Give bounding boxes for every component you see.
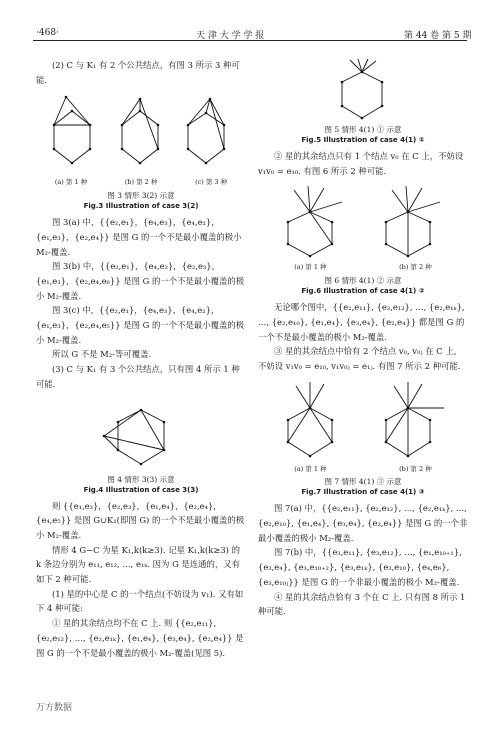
figure-4-caption-en: Fig.4 Illustration of case 3(3) [83,485,199,494]
figure-6-caption-en: Fig.6 Illustration of case 4(1) ② [301,287,425,296]
paragraph: 无论哪个图中，{{e₂,e₁₁}, {e₂,e₁₂}, …, {e₂,e₁ₖ}, …, {e₂,e₁₀}, {e₁,e₄}, {e₃,e₄}, {e₂,e₄}} 都是图 G 的一个不是最小覆盖的极小 M₂-覆盖. [258,302,465,342]
figure-7-caption-en: Fig.7 Illustration of case 4(1) ③ [301,488,425,497]
hexagon-c [188,113,224,163]
figure-3a-label: (a) 第 1 种 [54,178,88,187]
paragraph: 图 7(a) 中，{{e₂,e₁₁}, {e₂,e₁₂}, …, {e₂,e₁ₖ}, …, {e₂,e₁₀}, {e₁,e₄}, {e₃,e₄}, {e₂,e₄}} 是图 G 的一个非最小覆盖的极小 M₂-覆盖. [258,503,468,543]
figure-3-caption-en: Fig.3 Illustration of case 3(2) [83,202,199,211]
paragraph: ③ 星的其余结点中恰有 2 个结点 v₀, v₀ⱼ 在 C 上，不妨设 v₁v₀ = e₁₀, v₁v₀ⱼ = e₁ⱼ. 有图 7 所示 2 种可能. [258,346,463,371]
figure-4 [36,396,246,495]
volume-issue: 第 44 卷 第 5 期 [404,31,472,41]
figure-5 [258,58,468,145]
figure-5-caption-en: Fig.5 Illustration of case 4(1) ① [301,136,425,144]
figure-5-caption: 图 5 情形 4(1) ① 示意 [324,125,402,134]
paragraph: ② 星的其余结点只有 1 个结点 v₀ 在 C 上，不妨设 v₁v₀ = e₁₀. 有图 6 所示 2 种可能. [258,151,464,176]
paragraph: (1) 星的中心是 C 的一个结点(不妨设为 v₁). 又有如下 4 种可能: [36,588,244,614]
paragraph: ① 星的其余结点均不在 C 上. 则 {{e₂,e₁₁}, {e₂,e₁₂}, …, {e₂,e₁ₖ}, {e₁,e₄}, {e₃,e₄}, {e₂,e₄}} 是图 G 的一个不是最小覆盖的极小 M₂-覆盖(见图 5). [36,618,244,658]
hexagon-5 [342,72,382,118]
figure-7-graphs [258,378,468,462]
right-column [258,58,468,619]
footer-watermark: 万方数据 [36,703,73,713]
figure-3c-label: (c) 第 3 种 [195,178,228,187]
figure-5-graph [258,58,468,124]
page-number: ·468· [36,28,59,38]
paragraph: 图 3(b) 中，{{e₂,e₁}，{e₄,e₂}，{e₂,e₃}，{e₁,e₃}，{e₂,e₄,e₆}} 是图 G 的一个不是最小覆盖的极小 M₂-覆盖. [36,261,245,301]
figure-7 [258,378,468,498]
paragraph: ④ 星的其余结点恰有 3 个在 C 上. 只有图 8 所示 1 种可能. [258,591,466,617]
figure-6b-label: (b) 第 2 种 [399,263,432,272]
figure-6-caption: 图 6 情形 4(1) ② 示意 [324,276,402,286]
figure-6-graphs [258,182,468,260]
paragraph: (3) C 与 K₁ 有 3 个公共结点，只有图 4 所示 1 种可能. [36,364,240,389]
left-column [36,58,246,660]
paragraph: 情形 4 G−C 为星 K₁,k(k≥3). 记星 K₁,k(k≥3) 的 k 条边分别为 e₁₁, e₁₂, …, e₁ₖ. 因为 G 是连通的，又有如下 2 种可能. [36,544,241,585]
paragraph: 图 3(a) 中，{{e₂,e₁}，{e₄,e₃}，{e₄,e₁}，{e₁,e₃}，{e₂,e₄}} 是图 G 的一个不是最小覆盖的极小 M₂-覆盖. [36,217,242,257]
figure-7a-label: (a) 第 1 种 [294,464,327,473]
hexagon-4 [118,410,164,464]
figure-3 [36,93,246,211]
figure-4-graph [36,396,246,474]
figure-7b-label: (b) 第 2 种 [399,464,432,473]
paragraph: (2) C 与 K₁ 有 2 个公共结点，有图 3 所示 3 种可能. [36,60,240,85]
figure-3-caption: 图 3 情形 3(2) 示意 [107,191,175,201]
paragraph: 所以 G 不是 M₂-等可覆盖. [52,349,152,360]
paragraph: 则 {{e₁,e₃}，{e₂,e₃}，{e₁,e₄}，{e₂,e₄}，{e₄,e₅}} 是图 G∪K₁(即图 G) 的一个不是最小覆盖的极小 M₂-覆盖. [36,500,245,540]
figure-3-graphs [36,93,246,175]
journal-title: 天 津 大 学 学 报 [196,31,265,41]
paragraph: 图 3(c) 中，{{e₂,e₁}，{e₄,e₃}，{e₄,e₂}，{e₁,e₃}，{e₂,e₄,e₅}} 是图 G 的一个不是最小覆盖的极小 M₂-覆盖. [36,305,245,345]
hexagon-b [122,111,158,163]
figure-6a-label: (a) 第 1 种 [294,263,327,272]
figure-4-caption: 图 4 情形 3(3) 示意 [107,474,175,484]
figure-3b-label: (b) 第 2 种 [124,178,158,187]
figure-7-caption: 图 7 情形 4(1) ③ 示意 [324,477,402,487]
paragraph: 图 7(b) 中，{{e₃,e₁₁}, {e₃,e₁₂}, …, {e₁,e₁₀₊₁}, {e₃,e₄}, {e₃,e₁₀₊₂}, {e₃,e₁ₖ}, {e₃,e₁₀}, {e₄,e₆}, {e₃,e₁₀ⱼ}} 是图 G 的一个非最小覆盖的极小 M₂-覆盖. [258,547,462,587]
header-rule [33,40,467,41]
figure-6 [258,182,468,296]
